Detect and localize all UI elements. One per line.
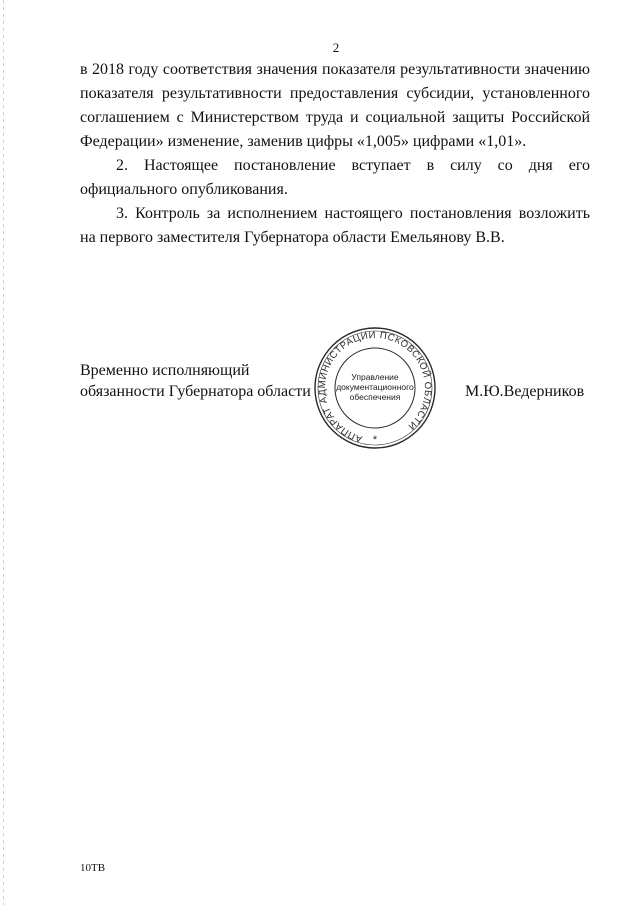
signature-position-line1: Временно исполняющий bbox=[80, 362, 250, 379]
paragraph-item-3: 3. Контроль за исполнением настоящего постановления возложить на первого заместителя Губернатора области Емельянову В.В. bbox=[80, 205, 590, 246]
signature-position bbox=[80, 360, 311, 402]
scan-edge-artifact bbox=[3, 0, 4, 905]
seal-center-line3: обеспечения bbox=[349, 392, 401, 402]
document-body bbox=[80, 58, 590, 250]
signer-name: М.Ю.Ведерников bbox=[465, 383, 585, 400]
page-number: 2 bbox=[332, 40, 340, 55]
seal-star-icon: * bbox=[372, 434, 378, 446]
seal-ring-text: АППАРАТ АДМИНИСТРАЦИИ ПСКОВСКОЙ ОБЛАСТИ bbox=[316, 329, 434, 445]
seal-center-line1: Управление bbox=[351, 372, 399, 382]
signature-position-line2: обязанности Губернатора области bbox=[80, 383, 311, 400]
seal-center-line2: документационного bbox=[336, 382, 414, 392]
seal-center-text bbox=[330, 372, 420, 402]
paragraph-continuation: в 2018 году соответствия значения показателя результативности значению показателя результативности предоставления субсидии, установленного соглашением с Министерством труда и социальной защиты Российской Федерации» изменение, заменив цифры «1,005» цифрами «1,01». bbox=[80, 61, 590, 150]
official-seal bbox=[310, 326, 440, 450]
footer-code: 10ТВ bbox=[80, 862, 106, 874]
paragraph-item-2: 2. Настоящее постановление вступает в силу со дня его официального опубликования. bbox=[80, 157, 590, 198]
